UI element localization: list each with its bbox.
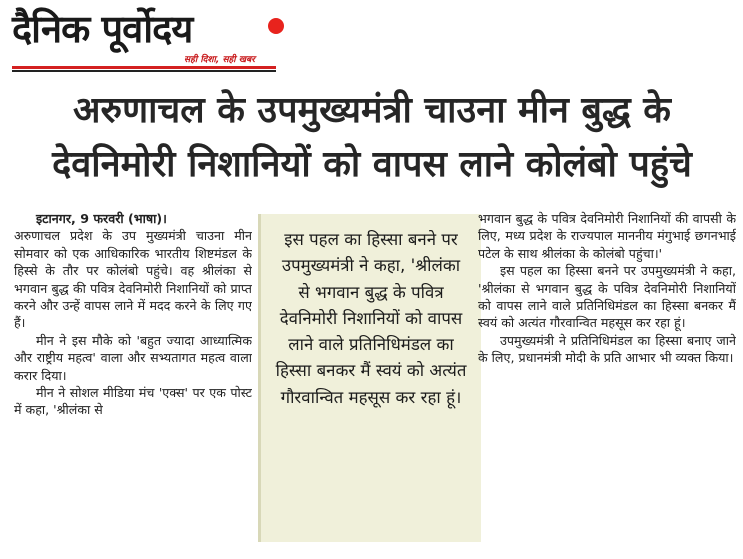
article-paragraph: अरुणाचल प्रदेश के उप मुख्यमंत्री चाउना मीन सोमवार को एक आधिकारिक भारतीय शिष्टमंडल के हिस्से के तौर पर कोलंबो पहुंचे। वह श्रीलंका से भगवान बुद्ध की पवित्र देवनिमोरी निशानियों को प्राप्त करने और उन्हें वापस लाने में मदद करने के लिए गए हैं। [14,228,252,331]
pull-quote-box [258,214,481,542]
article-paragraph: मीन ने सोशल मीडिया मंच 'एक्स' पर एक पोस्ट में कहा, 'श्रीलंका से [14,385,252,418]
masthead-black-rule [12,70,276,72]
article-paragraph: मीन ने इस मौके को 'बहुत ज्यादा आध्यात्मिक और राष्ट्रीय महत्व' वाला और सभ्यतागत महत्व वाला करार दिया। [14,332,252,383]
dateline: इटानगर, 9 फरवरी (भाषा)। [36,211,167,226]
pull-quote-text: इस पहल का हिस्सा बनने पर उपमुख्यमंत्री ने कहा, 'श्रीलंका से भगवान बुद्ध के पवित्र देवनिमोरी निशानियों को वापस लाने वाले प्रतिनिधिमंडल का हिस्सा बनकर मैं स्वयं को अत्यंत गौरवान्वित महसूस कर रहा हूं। [275,229,467,407]
headline [10,84,734,192]
tagline: सही दिशा, सही खबर [184,55,255,65]
headline-line-1: अरुणाचल के उपमुख्यमंत्री चाउना मीन बुद्ध के [73,90,671,131]
newspaper-logo: दैनिक पूर्वोदय [12,6,193,51]
article-paragraph: उपमुख्यमंत्री ने प्रतिनिधिमंडल का हिस्सा बनाए जाने के लिए, प्रधानमंत्री मोदी के प्रति आभार भी व्यक्त किया। [478,332,736,366]
masthead [12,6,278,72]
masthead-red-rule [12,66,276,69]
article-paragraph: इस पहल का हिस्सा बनने पर उपमुख्यमंत्री ने कहा, 'श्रीलंका से भगवान बुद्ध के पवित्र देवनिमोरी निशानियों को वापस लाने वाले प्रतिनिधिमंडल का हिस्सा बनकर मैं स्वयं को अत्यंत गौरवान्वित महसूस कर रहा हूं। [478,263,736,331]
article-right-column [478,210,736,559]
headline-line-2: देवनिमोरी निशानियों को वापस लाने कोलंबो पहुंचे [52,144,692,185]
article-paragraph: भगवान बुद्ध के पवित्र देवनिमोरी निशानियों की वापसी के लिए, मध्य प्रदेश के राज्यपाल माननीय मंगुभाई छगनभाई पटेल के साथ श्रीलंका के कोलंबो पहुंचा।' [478,211,736,261]
article-left-column [14,210,252,559]
logo-sun-icon [268,18,284,34]
